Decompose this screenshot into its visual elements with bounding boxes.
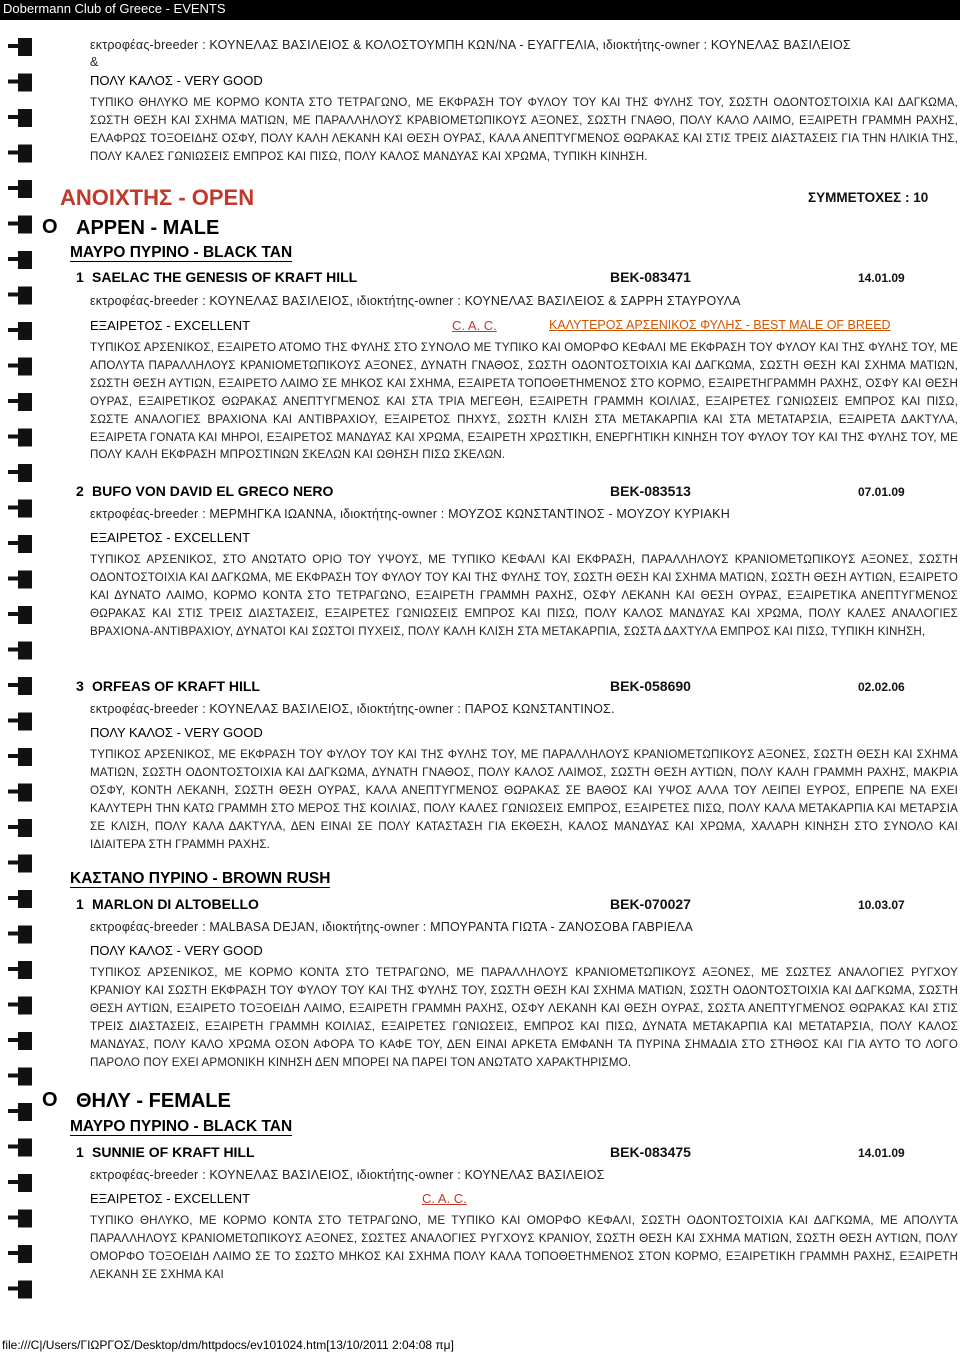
- cac-award: C. A. C.: [452, 318, 497, 333]
- registration-number: BEK-083513: [610, 483, 691, 499]
- birth-date: 14.01.09: [858, 271, 905, 285]
- dog-name: BUFO VON DAVID EL GRECO NERO: [92, 483, 334, 499]
- entry-number: 2: [76, 483, 84, 499]
- breeder-owner-line: εκτροφέας-breeder : ΚΟΥΝΕΛΑΣ ΒΑΣΙΛΕΙΟΣ, ιδιοκτήτης-owner : ΚΟΥΝΕΛΑΣ ΒΑΣΙΛΕΙΟΣ & ΣΑΡΡΗ ΣΤΑΥΡΟΥΛΑ: [90, 294, 741, 308]
- window-title: Dobermann Club of Greece - EVENTS: [0, 0, 960, 20]
- breeder-owner-line: εκτροφέας-breeder : ΜΕΡΜΗΓΚΑ ΙΩΑΝΝΑ, ιδιοκτήτης-owner : ΜΟΥΖΟΣ ΚΩΝΣΤΑΝΤΙΝΟΣ - ΜΟΥΖΟΥ ΚΥΡΙΑΚΗ: [90, 507, 730, 521]
- dog-name: MARLON DI ALTOBELLO: [92, 896, 259, 912]
- breeder-owner-amp: &: [90, 55, 99, 69]
- critique-text: ΤΥΠΙΚΟΣ ΑΡΣΕΝΙΚΟΣ, ΜΕ ΚΟΡΜΟ ΚΟΝΤΑ ΣΤΟ ΤΕΤΡΑΓΩΝΟ, ΜΕ ΠΑΡΑΛΛΗΛΟΥΣ ΚΡΑΝΙΟΜΕΤΩΠΙΚΟΥΣ ΑΞΟΝΕΣ, ΜΕ ΣΩΣΤΕΣ ΑΝΑΛΟΓΙΕΣ ΡΥΓΧΟΥ ΚΡΑΝΙΟΥ ΚΑΙ ΣΩΣΤΗ ΕΚΦΡΑΣΗ ΤΟΥ ΦΥΛΟΥ ΤΟΥ ΚΑΙ ΤΗΣ ΦΥΛΗΣ ΤΟΥ, ΣΩΣΤΗ ΘΕΣΗ ΚΑΙ ΣΧΗΜΑ ΜΑΤΙΩΝ, ΣΩΣΤΗ ΟΔΟΝΤΟΣΤΟΙΧΙΑ ΚΑΙ ΔΑΓΚΩΜΑ, ΣΩΣΤΗ ΘΕΣΗ ΑΥΤΙΩΝ, ΕΞΑΙΡΕΤΟ ΤΟΞΟΕΙΔΗ ΛΑΙΜΟ, ΕΞΑΙΡΕΤΗ ΓΡΑΜΜΗ ΡΑΧΗΣ, ΟΣΦΥ ΛΕΚΑΝΗ ΚΑΙ ΘΕΣΗ ΟΥΡΑΣ, ΣΩΣΤΑ ΑΝΕΠΤΥΓΜΕΝΟΣ ΘΩΡΑΚΑΣ ΚΑΙ ΣΤΙΣ ΤΡΕΙΣ ΔΙΑΣΤΑΣΕΙΣ, ΕΞΑΙΡΕΤΗ ΓΡΑΜΜΗ ΚΟΙΛΙΑΣ, ΕΞΑΙΡΕΤΕΣ ΓΩΝΙΩΣΕΙΣ, ΕΜΠΡΟΣ ΚΑΙ ΠΙΣΩ, ΔΥΝΑΤΑ ΜΕΤΑΚΑΡΠΙΑ ΚΑΙ ΜΕΤΑΤΑΡΣΙΑ, ΠΟΛΥ ΚΑΛΟΣ ΜΑΝΔΥΑΣ, ΠΟΛΥ ΚΑΛΟ ΧΡΩΜΑ ΟΣΟΝ ΑΦΟΡΑ ΤΟ ΚΑΦΕ ΤΟΥ, ΔΕΝ ΕΙΝΑΙ ΑΡΚΕΤΑ ΕΜΦΑΝΗ ΤΑ ΠΥΡΙΝΑ ΣΗΜΑΔΙΑ ΣΤΟ ΣΤΗΘΟΣ ΚΑΙ ΓΙΑ ΑΥΤΟ ΤΟ ΛΟΓΟ ΠΑΡΟΛΟ ΠΟΥ ΕΧΕΙ ΑΡΜΟΝΙΚΗ ΚΙΝΗΣΗ ΔΕΝ ΜΠΟΡΕΙ ΝΑ ΠΑΡΕΙ ΤΟΝ ΑΝΩΤΑΤΟ ΧΑΡΑΚΤΗΡΙΣΜΟ.: [90, 966, 958, 1069]
- dog-name: SAELAC THE GENESIS OF KRAFT HILL: [92, 269, 358, 285]
- breeder-owner-line: εκτροφέας-breeder : MALBASA DEJAN, ιδιοκτήτης-owner : ΜΠΟΥΡΑΝΤΑ ΓΙΩΤΑ - ΖΑΝΟΣΟΒΑ ΓΑΒΡΙΕΛΑ: [90, 920, 693, 934]
- grade-label: ΕΞΑΙΡΕΤΟΣ - EXCELLENT: [90, 1191, 251, 1206]
- color-heading-brown-rush: ΚΑΣΤΑΝΟ ΠΥΡΙΝΟ - BROWN RUSH: [70, 870, 331, 887]
- breeder-owner-line: εκτροφέας-breeder : ΚΟΥΝΕΛΑΣ ΒΑΣΙΛΕΙΟΣ & ΚΟΛΟΣΤΟΥΜΠΗ ΚΩΝ/ΝΑ - ΕΥΑΓΓΕΛΙΑ, ιδιοκτήτης-owner : ΚΟΥΝΕΛΑΣ ΒΑΣΙΛΕΙΟΣ: [90, 38, 851, 52]
- grade-label: ΠΟΛΥ ΚΑΛΟΣ - VERY GOOD: [90, 725, 263, 740]
- grade-label: ΠΟΛΥ ΚΑΛΟΣ - VERY GOOD: [90, 73, 263, 88]
- file-path-footer: file:///C|/Users/ΓΙΩΡΓΟΣ/Desktop/dm/httpdocs/ev101024.htm[13/10/2011 2:04:08 πμ]: [2, 1338, 454, 1352]
- registration-number: BEK-070027: [610, 896, 691, 912]
- birth-date: 02.02.06: [858, 680, 905, 694]
- cac-award: C. A. C.: [422, 1191, 467, 1206]
- birth-date: 14.01.09: [858, 1146, 905, 1160]
- critique-text: ΤΥΠΙΚΟ ΘΗΛΥΚΟ, ΜΕ ΚΟΡΜΟ ΚΟΝΤΑ ΣΤΟ ΤΕΤΡΑΓΩΝΟ, ΜΕ ΤΥΠΙΚΟ ΚΑΙ ΟΜΟΡΦΟ ΚΕΦΑΛΙ, ΣΩΣΤΗ ΟΔΟΝΤΟΣΤΟΙΧΙΑ ΚΑΙ ΔΑΓΚΩΜΑ, ΜΕ ΑΠΟΛΥΤΑ ΠΑΡΑΛΛΗΛΟΥΣ ΚΡΑΝΙΟΜΕΤΩΠΙΚΟΥΣ ΑΞΟΝΕΣ, ΣΩΣΤΕΣ ΑΝΑΛΟΓΙΕΣ ΡΥΓΧΟΥΣ ΚΡΑΝΙΟΥ, ΣΩΣΤΗ ΘΕΣΗ ΚΑΙ ΣΧΗΜΑ ΜΑΤΙΩΝ, ΣΩΣΤΗ ΘΕΣΗ ΑΥΤΙΩΝ, ΠΟΛΥ ΟΜΟΡΦΟ ΤΟΞΟΕΙΔΗ ΛΑΙΜΟ ΣΕ ΤΟ ΣΩΣΤΟ ΜΗΚΟΣ ΚΑΙ ΣΧΗΜΑ ΠΟΛΥ ΚΑΛΑ ΤΟΠΟΘΕΤΗΜΕΝΟΣ ΣΤΟΝ ΚΟΡΜΟ, ΕΞΑΙΡΕΤΙΚΗ ΓΡΑΜΜΗ ΡΑΧΗΣ, ΕΞΑΙΡΕΤΗ ΛΕΚΑΝΗ ΣΕ ΣΧΗΜΑ ΚΑΙ: [90, 1214, 958, 1281]
- critique-text: ΤΥΠΙΚΟΣ ΑΡΣΕΝΙΚΟΣ, ΕΞΑΙΡΕΤΟ ΑΤΟΜΟ ΤΗΣ ΦΥΛΗΣ ΣΤΟ ΣΥΝΟΛΟ ΜΕ ΤΥΠΙΚΟ ΚΑΙ ΟΜΟΡΦΟ ΚΕΦΑΛΙ ΜΕ ΕΚΦΡΑΣΗ ΤΟΥ ΦΥΛΟΥ ΚΑΙ ΤΗΣ ΦΥΛΗΣ ΤΟΥ, ΜΕ ΑΠΟΛΥΤΑ ΠΑΡΑΛΛΗΛΟΥΣ ΚΡΑΝΙΟΜΕΤΩΠΙΚΟΥΣ ΑΞΟΝΕΣ, ΔΥΝΑΤΗ ΓΝΑΘΟΣ, ΣΩΣΤΗ ΟΔΟΝΤΟΣΤΟΙΧΙΑ ΚΑΙ ΔΑΓΚΩΜΑ, ΣΩΣΤΗ ΘΕΣΗ ΚΑΙ ΣΧΗΜΑ ΜΑΤΙΩΝ, ΣΩΣΤΗ ΘΕΣΗ ΑΥΤΙΩΝ, ΕΞΑΙΡΕΤΟ ΛΑΙΜΟ ΣΕ ΜΗΚΟΣ ΚΑΙ ΣΧΗΜΑ, ΕΞΑΙΡΕΤΑ ΤΟΠΟΘΕΤΗΜΕΝΟΣ ΣΤΟ ΚΟΡΜΟ, ΕΞΑΙΡΕΤΗΓΡΑΜΜΗ ΡΑΧΗΣ, ΟΣΦΥ ΚΑΙ ΘΕΣΗ ΟΥΡΑΣ, ΕΞΑΙΡΕΤΙΚΟΣ ΘΩΡΑΚΑΣ ΑΝΕΠΤΥΓΜΕΝΟΣ ΚΑΙ ΣΤΑ ΤΡΙΑ ΜΕΓΕΘΗ, ΕΞΑΙΡΕΤΗ ΓΡΑΜΜΗ ΚΟΙΛΙΑΣ, ΕΞΑΙΡΕΤΕΣ ΓΩΝΙΩΣΕΙΣ ΕΜΠΡΟΣ ΚΑΙ ΠΙΣΩ, ΣΩΣΤΕ ΑΝΑΛΟΓΙΕΣ ΒΡΑΧΙΟΝΑ ΚΑΙ ΑΝΤΙΒΡΑΧΙΟΥ, ΕΞΑΙΡΕΤΟΣ ΠΗΧΥΣ, ΣΩΣΤΗ ΚΛΙΣΗ ΣΤΑ ΜΕΤΑΚΑΡΠΙΑ ΚΑΙ ΣΤΑ ΜΕΤΑΤΑΡΣΙΑ, ΕΞΑΙΡΕΤΑ ΔΑΚΤΥΛΑ, ΕΞΑΙΡΕΤΑ ΓΟΝΑΤΑ ΚΑΙ ΜΗΡΟΙ, ΕΞΑΙΡΕΤΟΣ ΜΑΝΔΥΑΣ ΚΑΙ ΧΡΩΜΑ, ΕΞΑΙΡΕΤΗ ΧΡΩΣΤΙΚΗ, ΕΝΕΡΓΗΤΙΚΗ ΚΙΝΗΣΗ ΤΟΥ ΦΥΛΟΥ ΤΟΥ ΚΑΙ ΤΗΣ ΦΥΛΗΣ ΤΟΥ, ΜΕ ΠΟΛΥ ΚΑΛΗ ΕΚΦΡΑΣΗ ΜΠΡΟΣΤΙΝΩΝ ΣΚΕΛΩΝ ΚΑΙ ΩΘΗΣΗ ΠΙΣΩ ΣΚΕΛΩΝ.: [90, 341, 958, 462]
- entry-number: 3: [76, 678, 84, 694]
- color-heading-black-tan: ΜΑΥΡΟ ΠΥΡΙΝΟ - BLACK TAN: [70, 244, 293, 261]
- grade-label: ΕΞΑΙΡΕΤΟΣ - EXCELLENT: [90, 318, 251, 333]
- dog-name: ORFEAS OF KRAFT HILL: [92, 678, 260, 694]
- birth-date: 07.01.09: [858, 485, 905, 499]
- bullet-marker: O: [42, 1089, 58, 1111]
- critique-text: ΤΥΠΙΚΟΣ ΑΡΣΕΝΙΚΟΣ, ΣΤΟ ΑΝΩΤΑΤΟ ΟΡΙΟ ΤΟΥ ΥΨΟΥΣ, ΜΕ ΤΥΠΙΚΟ ΚΕΦΑΛΙ ΚΑΙ ΕΚΦΡΑΣΗ, ΠΑΡΑΛΛΗΛΟΥΣ ΚΡΑΝΙΟΜΕΤΩΠΙΚΟΥΣ ΑΞΟΝΕΣ, ΣΩΣΤΗ ΟΔΟΝΤΟΣΤΟΙΧΙΑ ΚΑΙ ΔΑΓΚΩΜΑ, ΜΕ ΕΚΦΡΑΣΗ ΤΟΥ ΦΥΛΟΥ ΤΟΥ ΚΑΙ ΤΗΣ ΦΥΛΗΣ ΤΟΥ, ΣΩΣΤΗ ΘΕΣΗ ΚΑΙ ΣΧΗΜΑ ΜΑΤΙΩΝ, ΣΩΣΤΗ ΘΕΣΗ ΑΥΤΙΩΝ, ΕΞΑΙΡΕΤΟ ΚΑΙ ΔΥΝΑΤΟ ΛΑΙΜΟ, ΚΟΡΜΟ ΚΟΝΤΑ ΣΤΟ ΤΕΤΡΑΓΩΝΟ, ΕΞΑΙΡΕΤΗ ΓΡΑΜΜΗ ΡΑΧΗΣ, ΟΣΦΥ ΛΕΚΑΝΗ ΚΑΙ ΘΕΣΗ ΟΥΡΑΣ, ΕΞΑΙΡΕΤΙΚΑ ΑΝΕΠΤΥΓΜΕΝΟΣ ΘΩΡΑΚΑΣ ΚΑΙ ΣΤΙΣ ΤΡΕΙΣ ΔΙΑΣΤΑΣΕΙΣ, ΕΞΑΙΡΕΤΕΣ ΓΩΝΙΩΣΕΙΣ ΕΜΠΡΟΣ ΚΑΙ ΠΙΣΩ, ΠΟΛΥ ΚΑΛΟΣ ΜΑΝΔΥΑΣ ΚΑΙ ΧΡΩΜΑ, ΠΟΛΥ ΚΑΛΕΣ ΑΝΑΛΟΓΙΕΣ ΒΡΑΧΙΟΝΑ-ΑΝΤΙΒΡΑΧΙΟΥ, ΔΥΝΑΤΟΙ ΚΑΙ ΣΩΣΤΟΙ ΠΥΧΕΙΣ, ΠΟΛΥ ΚΑΛΗ ΚΛΙΣΗ ΣΤΑ ΜΕΤΑΚΑΡΠΙΑ, ΣΩΣΤΑ ΔΑΧΤΥΛΑ ΕΜΠΡΟΣ ΚΑΙ ΠΙΣΩ, ΤΥΠΙΚΗ ΚΙΝΗΣΗ,: [90, 553, 958, 638]
- breeder-owner-line: εκτροφέας-breeder : ΚΟΥΝΕΛΑΣ ΒΑΣΙΛΕΙΟΣ, ιδιοκτήτης-owner : ΚΟΥΝΕΛΑΣ ΒΑΣΙΛΕΙΟΣ: [90, 1168, 605, 1182]
- birth-date: 10.03.07: [858, 898, 905, 912]
- registration-number: BEK-083475: [610, 1144, 691, 1160]
- critique-text: ΤΥΠΙΚΟ ΘΗΛΥΚΟ ΜΕ ΚΟΡΜΟ ΚΟΝΤΑ ΣΤΟ ΤΕΤΡΑΓΩΝΟ, ΜΕ ΕΚΦΡΑΣΗ ΤΟΥ ΦΥΛΟΥ ΤΟΥ ΚΑΙ ΤΗΣ ΦΥΛΗΣ ΤΟΥ, ΣΩΣΤΗ ΟΔΟΝΤΟΣΤΟΙΧΙΑ ΚΑΙ ΔΑΓΚΩΜΑ, ΣΩΣΤΗ ΘΕΣΗ ΚΑΙ ΣΧΗΜΑ ΜΑΤΙΩΝ, ΜΕ ΠΑΡΑΛΛΗΛΟΥΣ ΚΡΑΒΙΟΜΕΤΩΠΙΚΟΥΣ ΑΞΟΝΕΣ, ΣΩΣΤΗ ΓΝΑΘΟ, ΠΟΛΥ ΚΑΛΟ ΛΑΙΜΟ, ΕΞΑΙΡΕΤΗ ΓΡΑΜΜΗ ΡΑΧΗΣ, ΕΛΑΦΡΩΣ ΤΟΞΟΕΙΔΗΣ ΟΣΦΥ, ΠΟΛΥ ΚΑΛΗ ΛΕΚΑΝΗ ΚΑΙ ΘΕΣΗ ΟΥΡΑΣ, ΚΑΛΑ ΑΝΕΠΤΥΓΜΕΝΟΣ ΘΩΡΑΚΑΣ ΚΑΙ ΣΤΙΣ ΤΡΕΙΣ ΔΙΑΣΤΑΣΕΙΣ ΓΙΑ ΤΗΝ ΗΛΙΚΙΑ ΤΗΣ, ΠΟΛΥ ΚΑΛΕΣ ΓΩΝΙΩΣΕΙΣ ΕΜΠΡΟΣ ΚΑΙ ΠΙΣΩ, ΠΟΛΥ ΚΑΛΟΣ ΜΑΝΔΥΑΣ ΚΑΙ ΧΡΩΜΑ, ΤΥΠΙΚΗ ΚΙΝΗΣΗ.: [90, 96, 958, 163]
- entry-number: 1: [76, 896, 84, 912]
- sex-heading-male: ΑΡΡΕΝ - MALE: [76, 217, 220, 239]
- color-heading-black-tan: ΜΑΥΡΟ ΠΥΡΙΝΟ - BLACK TAN: [70, 1118, 293, 1135]
- entry-number: 1: [76, 1144, 84, 1160]
- dog-name: SUNNIE OF KRAFT HILL: [92, 1144, 255, 1160]
- critique-text: ΤΥΠΙΚΟΣ ΑΡΣΕΝΙΚΟΣ, ΜΕ ΕΚΦΡΑΣΗ ΤΟΥ ΦΥΛΟΥ ΤΟΥ ΚΑΙ ΤΗΣ ΦΥΛΗΣ ΤΟΥ, ΜΕ ΠΑΡΑΛΛΗΛΟΥΣ ΚΡΑΝΙΟΜΕΤΩΠΙΚΟΥΣ ΑΞΟΝΕΣ, ΣΩΣΤΗ ΘΕΣΗ ΚΑΙ ΣΧΗΜΑ ΜΑΤΙΩΝ, ΣΩΣΤΗ ΟΔΟΝΤΟΣΤΟΙΧΙΑ ΚΑΙ ΔΑΓΚΩΜΑ, ΔΥΝΑΤΗ ΓΝΑΘΟΣ, ΠΟΛΥ ΚΑΛΟΣ ΛΑΙΜΟΣ, ΣΩΣΤΗ ΘΕΣΗ ΑΥΤΙΩΝ, ΠΟΛΥ ΚΑΛΗ ΓΡΑΜΜΗ ΡΑΧΗΣ, ΜΑΚΡΙΑ ΟΣΦΥ, ΚΟΝΤΗ ΛΕΚΑΝΗ, ΣΩΣΤΗ ΘΕΣΗ ΟΥΡΑΣ, ΚΑΛΑ ΑΝΕΠΤΥΓΜΕΝΟΣ ΘΩΡΑΚΑΣ ΣΕ ΒΑΘΟΣ ΚΑΙ ΥΨΟΣ ΑΛΛΑ ΤΟΥ ΛΕΙΠΕΙ ΕΥΡΟΣ, ΕΠΡΕΠΕ ΝΑ ΕΧΕΙ ΚΑΛΥΤΕΡΗ ΤΗΝ ΚΑΤΩ ΓΡΑΜΜΗ ΣΤΟ ΜΕΡΟΣ ΤΗΣ ΚΟΙΛΙΑΣ, ΠΟΛΥ ΚΑΛΕΣ ΓΩΝΙΩΣΕΙΣ ΕΜΠΡΟΣ, ΕΞΑΙΡΕΤΕΣ ΠΙΣΩ, ΠΟΛΥ ΚΑΛΑ ΜΕΤΑΚΑΡΠΙΑ ΚΑΙ ΜΕΤΑΡΣΙΑ ΣΕ ΚΛΙΣΗ, ΠΟΛΥ ΚΑΛΑ ΔΑΚΤΥΛΑ, ΔΕΝ ΕΙΝΑΙ ΣΕ ΠΟΛΥ ΚΑΤΑΣΤΑΣΗ ΓΙΑ ΕΚΘΕΣΗ, ΚΑΛΟΣ ΜΑΝΔΥΑΣ ΚΑΙ ΧΡΩΜΑ, ΧΑΛΑΡΗ ΚΙΝΗΣΗ ΣΤΟ ΣΥΝΟΛΟ ΚΑΙ ΙΔΙΑΙΤΕΡΑ ΣΤΗ ΓΡΑΜΜΗ ΡΑΧΗΣ.: [90, 748, 958, 851]
- class-title: ΑΝΟΙΧΤΗΣ - OPEN: [60, 185, 255, 210]
- breeder-owner-line: εκτροφέας-breeder : ΚΟΥΝΕΛΑΣ ΒΑΣΙΛΕΙΟΣ, ιδιοκτήτης-owner : ΠΑΡΟΣ ΚΩΝΣΤΑΝΤΙΝΟΣ.: [90, 702, 615, 716]
- grade-label: ΕΞΑΙΡΕΤΟΣ - EXCELLENT: [90, 530, 251, 545]
- bullet-marker: O: [42, 216, 58, 238]
- sex-heading-female: ΘΗΛΥ - FEMALE: [76, 1090, 231, 1112]
- participants-count: ΣΥΜΜΕΤΟΧΕΣ : 10: [808, 190, 929, 205]
- best-of-breed-award: ΚΑΛΥΤΕΡΟΣ ΑΡΣΕΝΙΚΟΣ ΦΥΛΗΣ - BEST MALE OF BREED: [549, 318, 891, 332]
- grade-label: ΠΟΛΥ ΚΑΛΟΣ - VERY GOOD: [90, 943, 263, 958]
- registration-number: BEK-083471: [610, 269, 691, 285]
- registration-number: BEK-058690: [610, 678, 691, 694]
- entry-number: 1: [76, 269, 84, 285]
